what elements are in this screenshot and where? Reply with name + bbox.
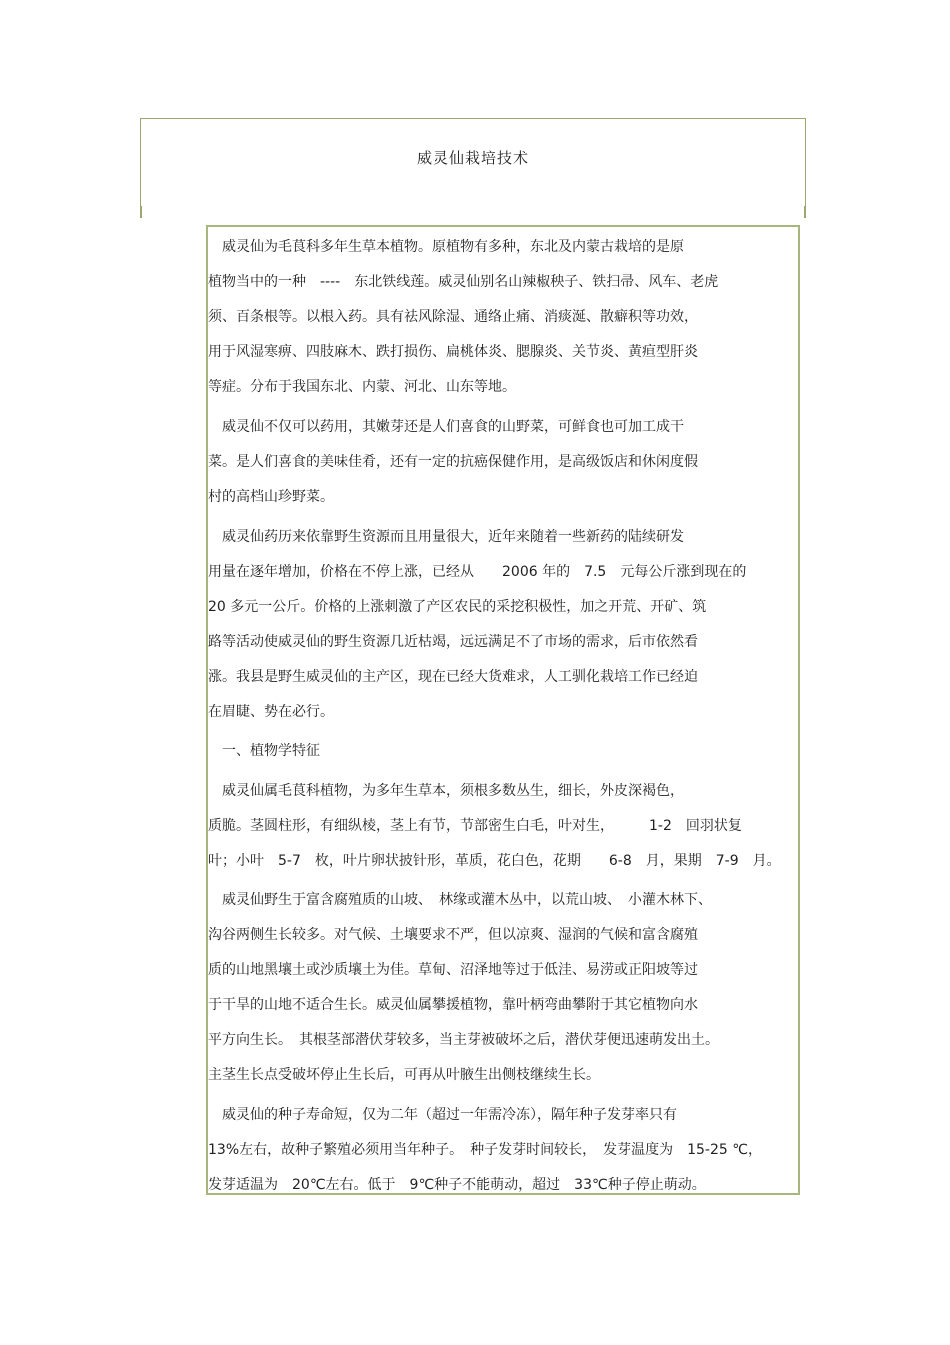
text-line: 路等活动使威灵仙的野生资源几近枯竭，远远满足不了市场的需求，后市依然看 [208,634,698,650]
text-line: 涨。我县是野生威灵仙的主产区，现在已经大货难求，人工驯化栽培工作已经迫 [208,669,698,685]
title-frame-right-tick [800,206,806,218]
text-line: 于干旱的山地不适合生长。威灵仙属攀援植物，靠叶柄弯曲攀附于其它植物向水 [208,997,698,1013]
title-frame-right-border [805,118,806,218]
text-line: 主茎生长点受破坏停止生长后，可再从叶腋生出侧枝继续生长。 [208,1067,600,1083]
text-line: 用量在逐年增加，价格在不停上涨，已经从 2006 年的 7.5 元每公斤涨到现在的 [208,564,747,580]
title-frame-top-border [140,118,806,119]
text-line: 叶；小叶 5-7 枚，叶片卵状披针形，革质，花白色，花期 6-8 月，果期 7-9 月。 [208,853,781,869]
title-frame-left-border [140,118,141,218]
text-line: 在眉睫、势在必行。 [208,704,334,720]
text-line: 发芽适温为 20℃左右。低于 9℃种子不能萌动，超过 33℃种子停止萌动。 [208,1177,706,1193]
text-line: 沟谷两侧生长较多。对气候、土壤要求不严，但以凉爽、湿润的气候和富含腐殖 [208,927,698,943]
text-line: 等症。分布于我国东北、内蒙、河北、山东等地。 [208,379,516,395]
text-line: 质脆。茎圆柱形，有细纵棱，茎上有节，节部密生白毛，叶对生， 1-2 回羽状复 [208,818,742,834]
text-line: 须、百条根等。以根入药。具有祛风除湿、通络止痛、消痰涎、散癖积等功效， [208,309,698,325]
text-line: 用于风湿寒痹、四肢麻木、跌打损伤、扁桃体炎、腮腺炎、关节炎、黄疸型肝炎 [208,344,698,360]
text-line: 植物当中的一种 ---- 东北铁线莲。威灵仙别名山辣椒秧子、铁扫帚、风车、老虎 [208,274,719,290]
text-line: 威灵仙药历来依靠野生资源而且用量很大，近年来随着一些新药的陆续研发 [208,529,684,545]
text-line: 威灵仙的种子寿命短，仅为二年（超过一年需冷冻），隔年种子发芽率只有 [208,1107,677,1123]
text-line: 威灵仙野生于富含腐殖质的山坡、 林缘或灌木丛中，以荒山坡、 小灌木林下、 [208,892,712,908]
section-heading: 一、植物学特征 [208,743,320,759]
text-line: 菜。是人们喜食的美味佳肴，还有一定的抗癌保健作用，是高级饭店和休闲度假 [208,454,698,470]
title-frame-left-tick [140,206,146,218]
text-line: 20 多元一公斤。价格的上涨刺激了产区农民的采挖积极性，加之开荒、开矿、筑 [208,599,707,615]
title-frame [140,118,806,218]
text-line: 威灵仙为毛茛科多年生草本植物。原植物有多种，东北及内蒙古栽培的是原 [208,239,684,255]
text-line: 威灵仙不仅可以药用，其嫩芽还是人们喜食的山野菜，可鲜食也可加工成干 [208,419,684,435]
text-line: 村的高档山珍野菜。 [208,489,334,505]
text-line: 质的山地黑壤土或沙质壤土为佳。草甸、沼泽地等过于低洼、易涝或正阳坡等过 [208,962,698,978]
document-title: 威灵仙栽培技术 [416,149,529,167]
text-line: 威灵仙属毛茛科植物，为多年生草本，须根多数丛生，细长，外皮深褐色， [208,783,684,799]
text-line: 13%左右，故种子繁殖必须用当年种子。 种子发芽时间较长， 发芽温度为 15-25 ℃， [208,1142,762,1158]
text-line: 平方向生长。 其根茎部潜伏芽较多，当主芽被破坏之后，潜伏芽便迅速萌发出土。 [208,1032,719,1048]
